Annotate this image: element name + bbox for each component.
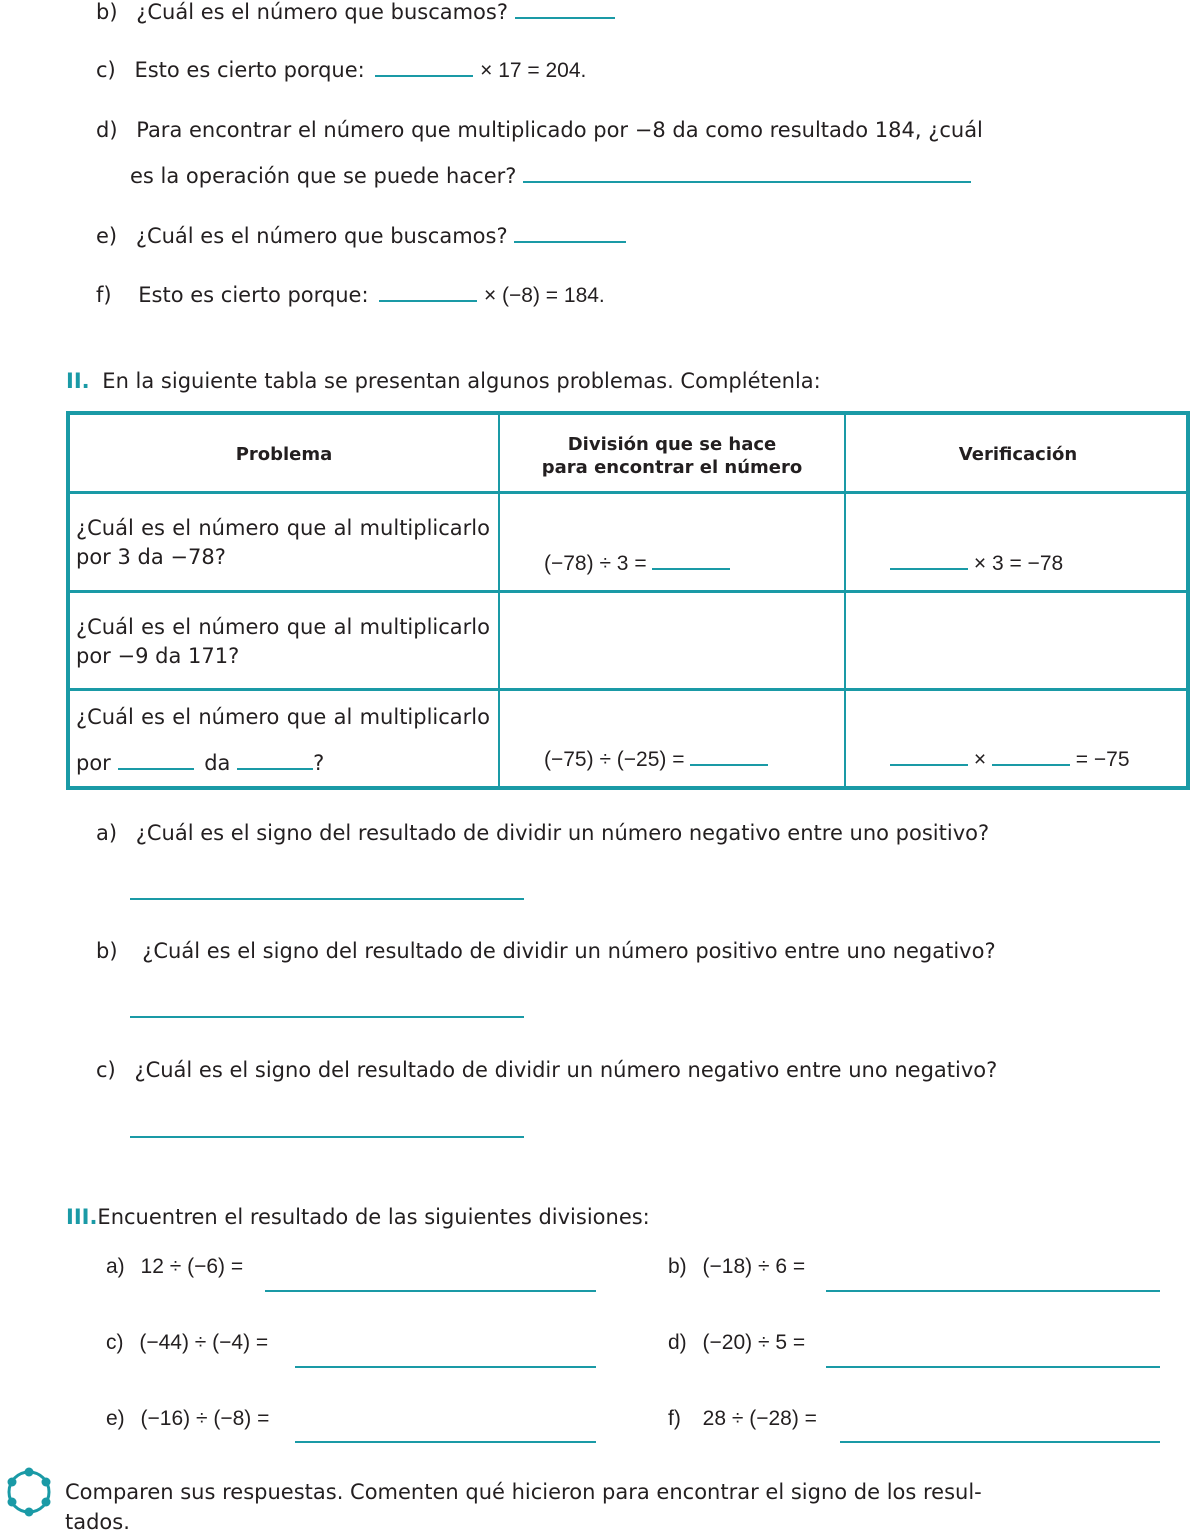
problem-text: ¿Cuál es el número que al multiplicarlo: [76, 516, 490, 540]
header-division: [500, 433, 844, 479]
answer-blank[interactable]: [652, 567, 730, 570]
item-d-line2: [130, 164, 971, 188]
item-label: a): [96, 821, 118, 845]
problem-text: ¿Cuál es el número que al multiplicarlo: [76, 615, 490, 639]
question-c: [96, 1058, 997, 1082]
question-a: [96, 821, 989, 845]
item-text: Para encontrar el número que multiplicado por −8 da como resultado 184, ¿cuál: [136, 118, 983, 142]
answer-blank[interactable]: [890, 763, 968, 766]
section-2-heading: [66, 369, 821, 393]
answer-line[interactable]: [130, 1136, 524, 1138]
item-text: ¿Cuál es el signo del resultado de dividir un número negativo entre uno negativo?: [134, 1058, 998, 1082]
item-c: [96, 58, 586, 83]
footer-text-1: Comparen sus respuestas. Comenten qué hicieron para encontrar el signo de los resul-: [65, 1480, 982, 1504]
answer-line[interactable]: [840, 1441, 1160, 1443]
item-label: f): [668, 1407, 681, 1430]
problem-text-2: por 3 da −78?: [76, 545, 226, 569]
header-division-line2: para encontrar el número: [541, 457, 803, 478]
answer-blank[interactable]: [890, 567, 968, 570]
division-cell: [544, 748, 768, 772]
problem-word: ?: [313, 751, 325, 775]
division-expr: (−75) ÷ (−25) =: [544, 748, 685, 771]
division-expr: (−16) ÷ (−8) =: [140, 1407, 270, 1430]
problems-table: [66, 411, 1190, 790]
item-text: ¿Cuál es el número que buscamos?: [135, 224, 508, 248]
division-item-c: [106, 1331, 268, 1355]
item-label: b): [96, 939, 118, 963]
item-label: f): [96, 283, 112, 307]
item-label: d): [668, 1331, 687, 1354]
footer-text-2: tados.: [65, 1510, 130, 1534]
item-label: b): [668, 1255, 687, 1278]
division-expr: 12 ÷ (−6) =: [140, 1255, 244, 1278]
header-problema: Problema: [235, 444, 333, 465]
answer-blank[interactable]: [690, 763, 768, 766]
item-label: a): [106, 1255, 125, 1278]
header-verificacion: Verificación: [958, 444, 1078, 465]
item-text: es la operación que se puede hacer?: [130, 164, 517, 188]
answer-line[interactable]: [130, 1016, 524, 1018]
answer-blank[interactable]: [375, 74, 473, 77]
answer-line[interactable]: [295, 1366, 596, 1368]
section-intro: En la siguiente tabla se presentan algunos problemas. Complétenla:: [102, 369, 821, 393]
problem-text: ¿Cuál es el número que al multiplicarlo: [76, 705, 490, 729]
header-division-line1: División que se hace: [567, 434, 777, 455]
division-expr: (−18) ÷ 6 =: [702, 1255, 806, 1278]
item-label: d): [96, 118, 118, 142]
division-expr: (−44) ÷ (−4) =: [139, 1331, 269, 1354]
table-divider: [70, 491, 1186, 494]
answer-line[interactable]: [295, 1441, 596, 1443]
table-divider: [70, 590, 1186, 593]
table-divider: [844, 415, 846, 786]
answer-blank[interactable]: [992, 763, 1070, 766]
item-label: b): [96, 0, 118, 24]
problem-cell: [76, 612, 490, 642]
problem-word: da: [204, 751, 231, 775]
division-item-b: [668, 1255, 805, 1279]
division-expr: 28 ÷ (−28) =: [702, 1407, 817, 1430]
item-text: Esto es cierto porque:: [134, 58, 365, 82]
table-divider: [70, 688, 1186, 691]
section-number: III.: [66, 1205, 98, 1229]
verification-times: ×: [973, 748, 987, 771]
item-label: e): [106, 1407, 125, 1430]
answer-blank[interactable]: [237, 767, 313, 770]
answer-blank[interactable]: [514, 240, 626, 243]
verification-cell: [890, 552, 1063, 576]
section-intro: Encuentren el resultado de las siguientes divisiones:: [97, 1205, 650, 1229]
problem-cell: [76, 702, 490, 732]
item-equation: × 17 = 204.: [480, 59, 587, 82]
item-label: c): [106, 1331, 124, 1354]
section-3-heading: [66, 1205, 650, 1229]
answer-line[interactable]: [130, 898, 524, 900]
section-number: II.: [66, 369, 90, 393]
answer-blank[interactable]: [379, 299, 477, 302]
division-item-a: [106, 1255, 243, 1279]
verification-cell: [890, 748, 1130, 772]
answer-line[interactable]: [826, 1366, 1160, 1368]
item-b: [96, 0, 615, 24]
division-cell: [544, 552, 730, 576]
item-equation: × (−8) = 184.: [483, 284, 605, 307]
item-e: [96, 224, 626, 248]
problem-cell: [76, 513, 490, 543]
item-text: ¿Cuál es el signo del resultado de dividir un número positivo entre uno negativo?: [142, 939, 996, 963]
item-text: Esto es cierto porque:: [138, 283, 369, 307]
division-expr: (−20) ÷ 5 =: [702, 1331, 806, 1354]
verification-expr: × 3 = −78: [973, 552, 1064, 575]
problem-text-2: por −9 da 171?: [76, 644, 240, 668]
answer-blank[interactable]: [118, 767, 194, 770]
verification-expr: = −75: [1075, 748, 1130, 771]
division-expr: (−78) ÷ 3 =: [544, 552, 647, 575]
problem-word: por: [76, 751, 111, 775]
answer-blank[interactable]: [523, 180, 971, 183]
problem-text-2: [76, 751, 324, 775]
item-f: [96, 283, 605, 308]
item-label: e): [96, 224, 118, 248]
item-text: ¿Cuál es el signo del resultado de dividir un número negativo entre uno positivo?: [135, 821, 990, 845]
answer-blank[interactable]: [515, 16, 615, 19]
division-item-e: [106, 1407, 269, 1431]
group-work-icon: [0, 1464, 58, 1520]
answer-line[interactable]: [826, 1290, 1160, 1292]
item-label: c): [96, 1058, 116, 1082]
division-item-d: [668, 1331, 805, 1355]
division-item-f: [668, 1407, 817, 1431]
question-b: [96, 939, 996, 963]
item-label: c): [96, 58, 116, 82]
item-d-line1: [96, 118, 983, 142]
item-text: ¿Cuál es el número que buscamos?: [136, 0, 508, 24]
answer-line[interactable]: [265, 1290, 596, 1292]
